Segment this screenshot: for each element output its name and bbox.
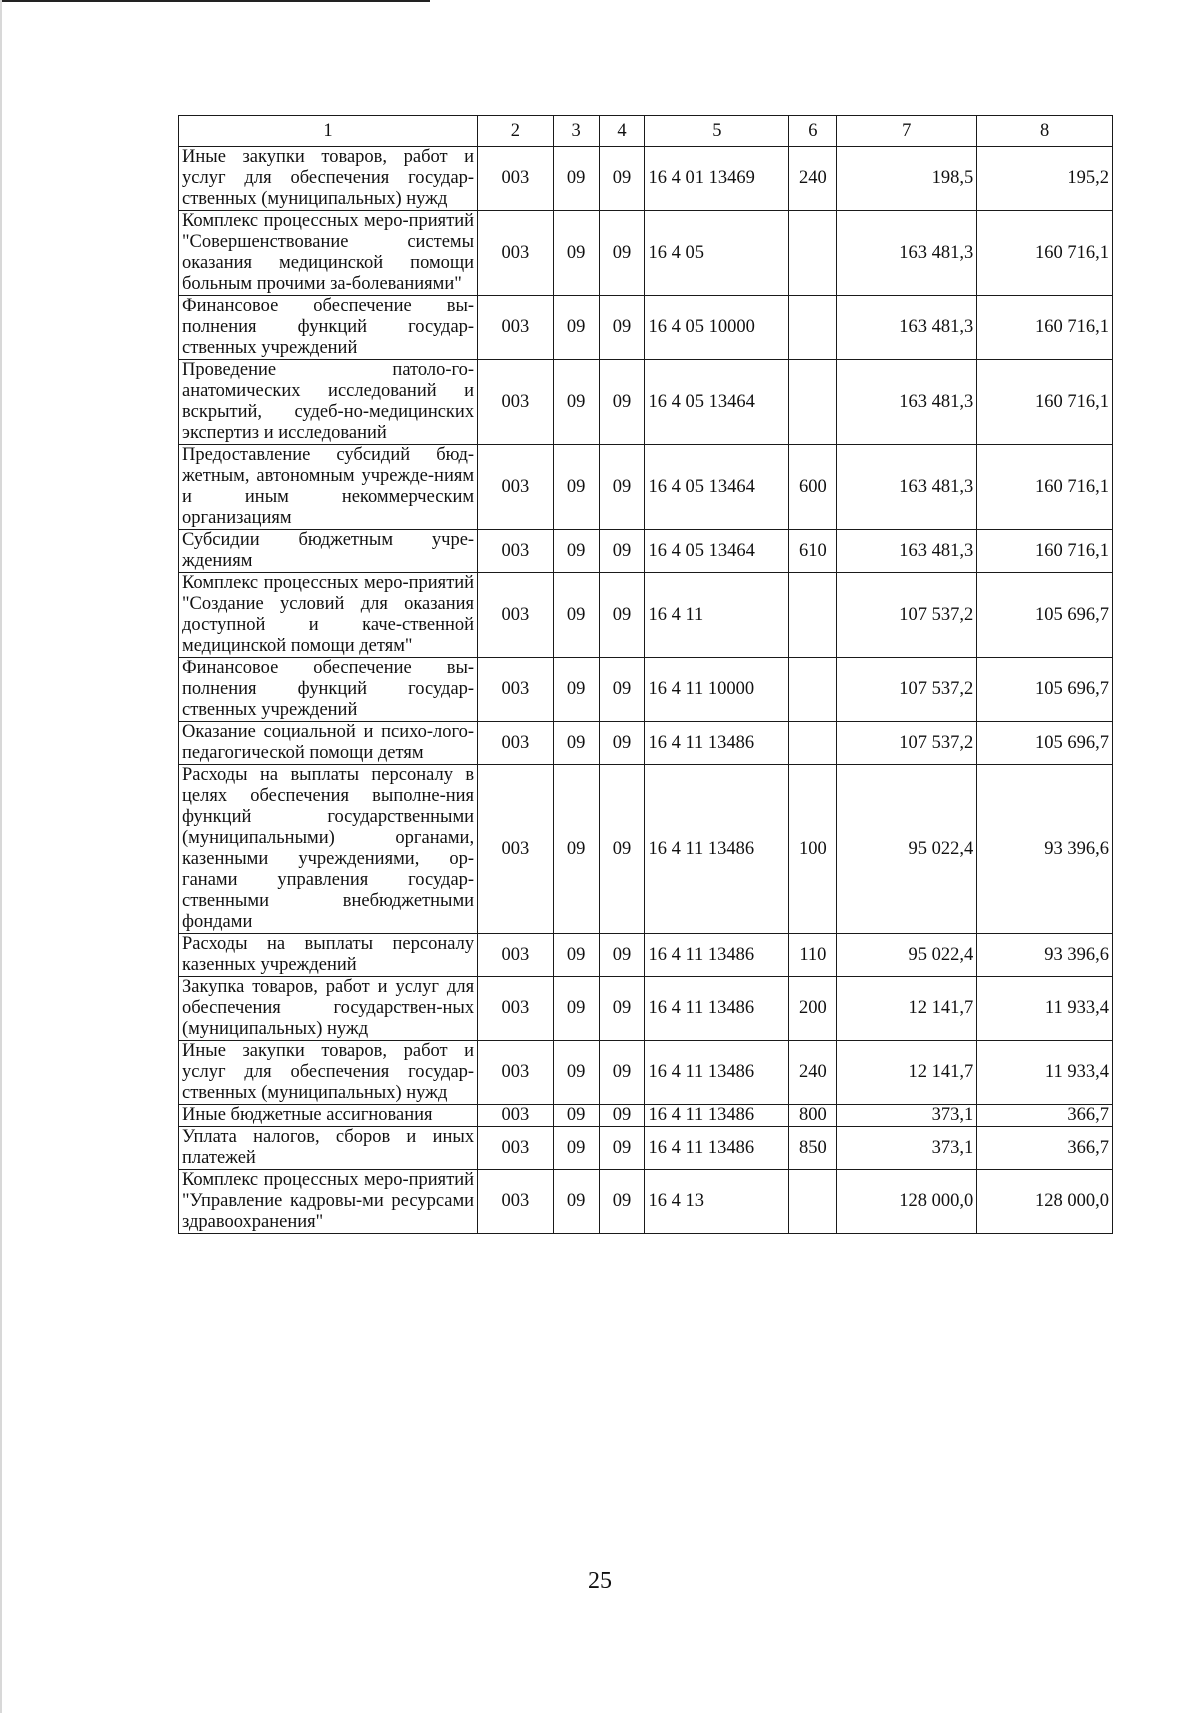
row-amount-1: 95 022,4 <box>837 765 977 934</box>
row-subsection: 09 <box>599 977 645 1041</box>
row-target-article: 16 4 05 13464 <box>645 360 789 445</box>
row-target-article: 16 4 05 13464 <box>645 530 789 573</box>
row-ministry-code: 003 <box>478 1041 554 1105</box>
row-expense-type: 100 <box>789 765 837 934</box>
row-amount-2: 160 716,1 <box>977 211 1113 296</box>
row-name: Иные закупки товаров, работ и услуг для обеспечения государ-ственных (муниципальных) нужд <box>179 1041 478 1105</box>
table-row <box>179 360 1113 445</box>
row-ministry-code: 003 <box>478 1105 554 1127</box>
row-target-article: 16 4 01 13469 <box>645 147 789 211</box>
row-name: Иные бюджетные ассигнования <box>179 1105 478 1127</box>
row-expense-type <box>789 360 837 445</box>
row-target-article: 16 4 05 <box>645 211 789 296</box>
row-target-article: 16 4 11 13486 <box>645 1105 789 1127</box>
row-expense-type: 800 <box>789 1105 837 1127</box>
row-expense-type: 200 <box>789 977 837 1041</box>
table-row <box>179 1127 1113 1170</box>
row-subsection: 09 <box>599 1127 645 1170</box>
scan-artifact-line <box>0 0 430 2</box>
row-section: 09 <box>553 1041 599 1105</box>
row-subsection: 09 <box>599 573 645 658</box>
row-amount-2: 105 696,7 <box>977 658 1113 722</box>
header-col-8: 8 <box>977 116 1113 147</box>
row-amount-2: 160 716,1 <box>977 445 1113 530</box>
table-row <box>179 211 1113 296</box>
row-name: Финансовое обеспечение вы-полнения функций государ-ственных учреждений <box>179 296 478 360</box>
row-ministry-code: 003 <box>478 360 554 445</box>
row-ministry-code: 003 <box>478 147 554 211</box>
row-subsection: 09 <box>599 445 645 530</box>
row-target-article: 16 4 05 13464 <box>645 445 789 530</box>
row-section: 09 <box>553 658 599 722</box>
row-amount-1: 12 141,7 <box>837 1041 977 1105</box>
row-subsection: 09 <box>599 1170 645 1234</box>
row-target-article: 16 4 05 10000 <box>645 296 789 360</box>
row-subsection: 09 <box>599 147 645 211</box>
row-amount-2: 160 716,1 <box>977 296 1113 360</box>
row-name: Уплата налогов, сборов и иных платежей <box>179 1127 478 1170</box>
row-name: Расходы на выплаты персоналу в целях обеспечения выполне-ния функций государственными (муниципальными) органами, казенными учреждениями, ор-ганами управления государ-ственными внебюджетными фондами <box>179 765 478 934</box>
table-row <box>179 296 1113 360</box>
row-section: 09 <box>553 934 599 977</box>
row-ministry-code: 003 <box>478 1127 554 1170</box>
row-target-article: 16 4 13 <box>645 1170 789 1234</box>
row-subsection: 09 <box>599 530 645 573</box>
row-ministry-code: 003 <box>478 977 554 1041</box>
row-amount-1: 373,1 <box>837 1127 977 1170</box>
row-ministry-code: 003 <box>478 445 554 530</box>
row-expense-type: 600 <box>789 445 837 530</box>
row-subsection: 09 <box>599 1041 645 1105</box>
table-row <box>179 445 1113 530</box>
row-amount-1: 107 537,2 <box>837 722 977 765</box>
table-row <box>179 934 1113 977</box>
row-amount-1: 163 481,3 <box>837 360 977 445</box>
row-subsection: 09 <box>599 360 645 445</box>
row-ministry-code: 003 <box>478 296 554 360</box>
row-name: Расходы на выплаты персоналу казенных учреждений <box>179 934 478 977</box>
row-amount-1: 95 022,4 <box>837 934 977 977</box>
row-section: 09 <box>553 977 599 1041</box>
row-target-article: 16 4 11 13486 <box>645 765 789 934</box>
row-section: 09 <box>553 211 599 296</box>
row-expense-type <box>789 296 837 360</box>
row-amount-2: 105 696,7 <box>977 573 1113 658</box>
row-name: Оказание социальной и психо-лого-педагогической помощи детям <box>179 722 478 765</box>
row-expense-type <box>789 658 837 722</box>
table-row <box>179 1041 1113 1105</box>
row-ministry-code: 003 <box>478 573 554 658</box>
row-ministry-code: 003 <box>478 722 554 765</box>
header-col-6: 6 <box>789 116 837 147</box>
row-amount-1: 163 481,3 <box>837 211 977 296</box>
page-edge <box>0 0 2 1713</box>
table-row <box>179 658 1113 722</box>
row-expense-type: 850 <box>789 1127 837 1170</box>
row-subsection: 09 <box>599 765 645 934</box>
row-name: Комплекс процессных меро-приятий "Совершенствование системы оказания медицинской помощи больным прочими за-болеваниями" <box>179 211 478 296</box>
table-row <box>179 722 1113 765</box>
row-expense-type: 110 <box>789 934 837 977</box>
row-ministry-code: 003 <box>478 1170 554 1234</box>
row-amount-2: 11 933,4 <box>977 977 1113 1041</box>
row-target-article: 16 4 11 13486 <box>645 1127 789 1170</box>
row-section: 09 <box>553 296 599 360</box>
table-row <box>179 1105 1113 1127</box>
row-target-article: 16 4 11 13486 <box>645 934 789 977</box>
row-target-article: 16 4 11 13486 <box>645 977 789 1041</box>
table-row <box>179 977 1113 1041</box>
row-subsection: 09 <box>599 722 645 765</box>
row-name: Иные закупки товаров, работ и услуг для обеспечения государ-ственных (муниципальных) нужд <box>179 147 478 211</box>
row-amount-1: 107 537,2 <box>837 658 977 722</box>
row-section: 09 <box>553 445 599 530</box>
row-name: Комплекс процессных меро-приятий "Управление кадровы-ми ресурсами здравоохранения" <box>179 1170 478 1234</box>
row-section: 09 <box>553 530 599 573</box>
header-row <box>179 116 1113 147</box>
row-section: 09 <box>553 722 599 765</box>
row-ministry-code: 003 <box>478 765 554 934</box>
row-section: 09 <box>553 1127 599 1170</box>
header-col-3: 3 <box>553 116 599 147</box>
row-amount-2: 195,2 <box>977 147 1113 211</box>
row-name: Субсидии бюджетным учре-ждениям <box>179 530 478 573</box>
row-target-article: 16 4 11 10000 <box>645 658 789 722</box>
header-col-7: 7 <box>837 116 977 147</box>
row-amount-2: 160 716,1 <box>977 530 1113 573</box>
row-subsection: 09 <box>599 1105 645 1127</box>
row-name: Финансовое обеспечение вы-полнения функций государ-ственных учреждений <box>179 658 478 722</box>
row-amount-1: 163 481,3 <box>837 296 977 360</box>
row-amount-1: 12 141,7 <box>837 977 977 1041</box>
row-amount-2: 160 716,1 <box>977 360 1113 445</box>
row-section: 09 <box>553 573 599 658</box>
row-subsection: 09 <box>599 934 645 977</box>
row-amount-2: 366,7 <box>977 1105 1113 1127</box>
row-amount-2: 366,7 <box>977 1127 1113 1170</box>
table-row <box>179 1170 1113 1234</box>
header-col-4: 4 <box>599 116 645 147</box>
row-subsection: 09 <box>599 211 645 296</box>
budget-table <box>178 115 1113 1234</box>
row-ministry-code: 003 <box>478 658 554 722</box>
row-subsection: 09 <box>599 296 645 360</box>
table-row <box>179 530 1113 573</box>
row-subsection: 09 <box>599 658 645 722</box>
page-number: 25 <box>588 1568 612 1594</box>
row-amount-2: 93 396,6 <box>977 934 1113 977</box>
row-target-article: 16 4 11 13486 <box>645 1041 789 1105</box>
row-name: Предоставление субсидий бюд-жетным, автономным учрежде-ниям и иным некоммерческим организациям <box>179 445 478 530</box>
row-expense-type: 240 <box>789 147 837 211</box>
row-target-article: 16 4 11 13486 <box>645 722 789 765</box>
row-section: 09 <box>553 147 599 211</box>
row-amount-1: 107 537,2 <box>837 573 977 658</box>
row-expense-type: 240 <box>789 1041 837 1105</box>
table-row <box>179 573 1113 658</box>
row-expense-type: 610 <box>789 530 837 573</box>
table-row <box>179 765 1113 934</box>
row-expense-type <box>789 573 837 658</box>
row-expense-type <box>789 722 837 765</box>
row-amount-2: 128 000,0 <box>977 1170 1113 1234</box>
row-target-article: 16 4 11 <box>645 573 789 658</box>
row-amount-2: 93 396,6 <box>977 765 1113 934</box>
row-ministry-code: 003 <box>478 530 554 573</box>
row-section: 09 <box>553 1105 599 1127</box>
row-section: 09 <box>553 765 599 934</box>
row-ministry-code: 003 <box>478 211 554 296</box>
header-col-5: 5 <box>645 116 789 147</box>
row-amount-1: 198,5 <box>837 147 977 211</box>
row-ministry-code: 003 <box>478 934 554 977</box>
row-amount-1: 128 000,0 <box>837 1170 977 1234</box>
row-amount-1: 163 481,3 <box>837 445 977 530</box>
row-section: 09 <box>553 1170 599 1234</box>
row-name: Комплекс процессных меро-приятий "Создание условий для оказания доступной и каче-ственной медицинской помощи детям" <box>179 573 478 658</box>
row-amount-1: 163 481,3 <box>837 530 977 573</box>
row-name: Проведение патоло-го-анатомических исследований и вскрытий, судеб-но-медицинских экспертиз и исследований <box>179 360 478 445</box>
row-section: 09 <box>553 360 599 445</box>
row-amount-2: 11 933,4 <box>977 1041 1113 1105</box>
header-col-1: 1 <box>179 116 478 147</box>
header-col-2: 2 <box>478 116 554 147</box>
row-expense-type <box>789 211 837 296</box>
row-amount-2: 105 696,7 <box>977 722 1113 765</box>
row-expense-type <box>789 1170 837 1234</box>
table-row <box>179 147 1113 211</box>
row-amount-1: 373,1 <box>837 1105 977 1127</box>
row-name: Закупка товаров, работ и услуг для обеспечения государствен-ных (муниципальных) нужд <box>179 977 478 1041</box>
